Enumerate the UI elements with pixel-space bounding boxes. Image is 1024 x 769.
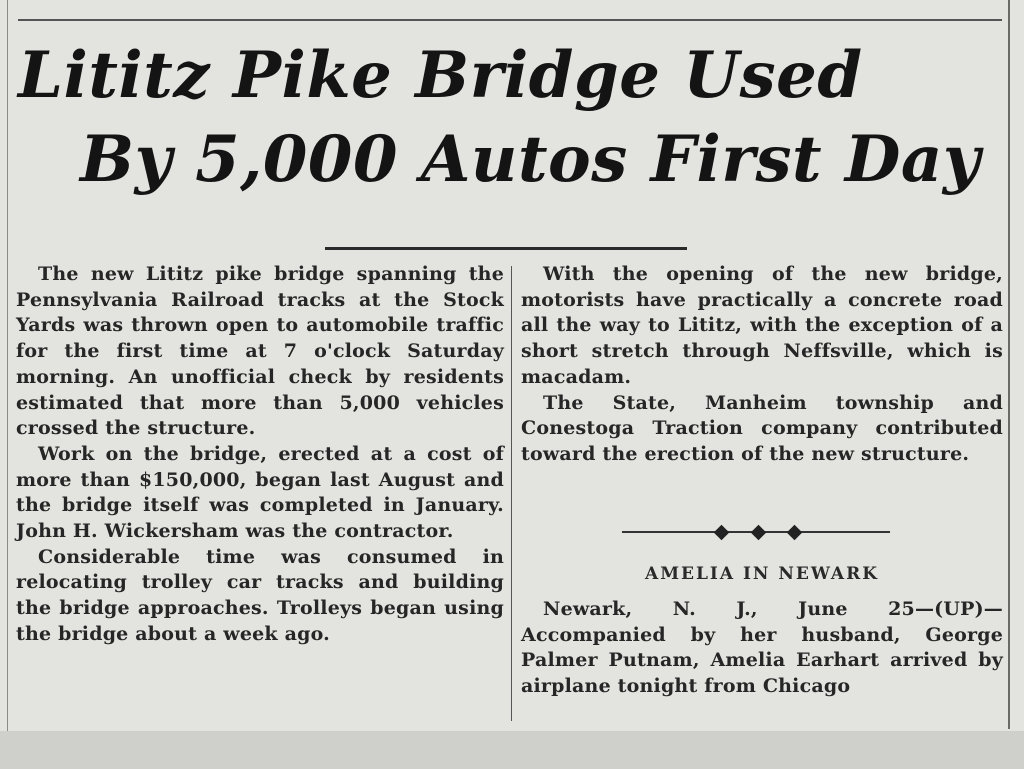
divider-ornament xyxy=(716,525,800,539)
right-paragraph-1: With the opening of the new bridge, motorists have practically a concrete road all the way to Lititz, with the exception of a short stretch through Neffsville, which is macadam. xyxy=(521,263,1003,388)
headline-rule xyxy=(325,247,687,250)
headline-line-2: By 5,000 Autos First Day xyxy=(80,122,981,197)
left-paragraph-3: Considerable time was consumed in relocating trolley car tracks and building the bridge approaches. Trolleys began using the bridge about a week ago. xyxy=(16,545,504,645)
headline-line-1: Lititz Pike Bridge Used xyxy=(18,38,863,113)
headline xyxy=(18,34,1008,202)
second-story-paragraph: Newark, N. J., June 25—(UP)—Accompanied by her husband, George Palmer Putnam, Amelia Earhart arrived by airplane tonight from Chicago xyxy=(521,598,1003,698)
divider-diamond xyxy=(787,524,803,540)
right-paragraph-2: The State, Manheim township and Conestoga Traction company contributed toward the erection of the new structure. xyxy=(521,391,1003,465)
second-story-subhead: AMELIA IN NEWARK xyxy=(645,564,879,584)
divider-diamond xyxy=(714,524,730,540)
bottom-margin xyxy=(0,731,1024,769)
left-paragraph-1: The new Lititz pike bridge spanning the Pennsylvania Railroad tracks at the Stock Yards was thrown open to automobile traffic for the first time at 7 o'clock Saturday morning. An unofficial check by residents estimated that more than 5,000 vehicles crossed the structure. xyxy=(16,263,504,440)
second-story xyxy=(521,597,1003,700)
left-column xyxy=(16,262,504,648)
right-column xyxy=(521,262,1003,468)
right-edge-rule xyxy=(1008,0,1010,729)
left-paragraph-2: Work on the bridge, erected at a cost of more than $150,000, began last August and the bridge itself was completed in January. John H. Wickersham was the contractor. xyxy=(16,442,504,543)
column-rule xyxy=(511,266,512,721)
story-divider xyxy=(622,531,890,533)
top-rule xyxy=(18,19,1002,21)
left-edge-rule xyxy=(7,0,8,739)
divider-diamond xyxy=(750,524,766,540)
